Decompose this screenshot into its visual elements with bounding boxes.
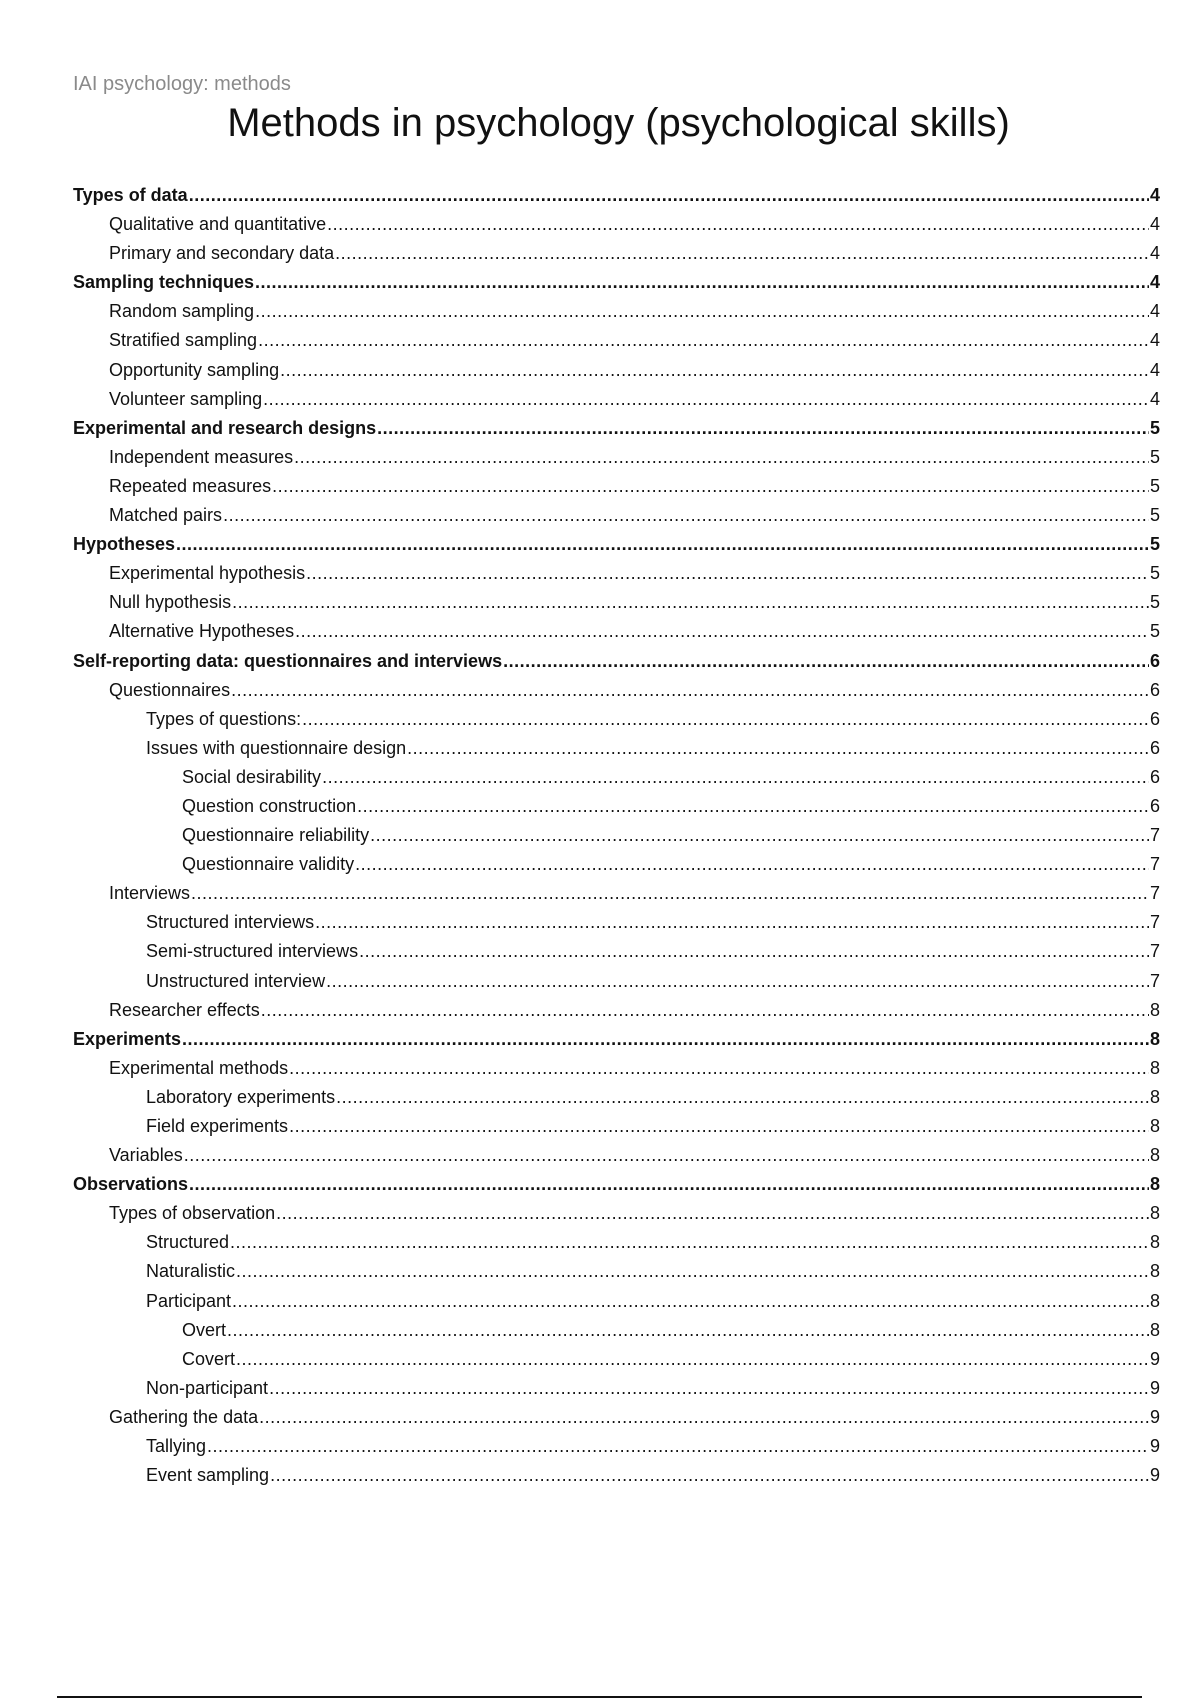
- toc-leader-dots: [270, 1461, 1149, 1490]
- toc-entry-label: Types of data: [73, 185, 188, 205]
- toc-leader-dots: [258, 326, 1149, 355]
- toc-entry-label: Null hypothesis: [109, 592, 232, 613]
- document-header-label: IAI psychology: methods: [73, 73, 291, 95]
- toc-entry[interactable]: [73, 647, 1160, 676]
- toc-entry-label: Primary and secondary data: [109, 243, 335, 264]
- toc-entry-page-number: 9: [1149, 1436, 1160, 1457]
- toc-leader-dots: [370, 821, 1149, 850]
- toc-entry-page-number: 7: [1149, 825, 1160, 846]
- toc-entry-label: Types of observation: [109, 1203, 276, 1224]
- toc-leader-dots: [326, 967, 1149, 996]
- toc-entry-page-number: 8: [1149, 1232, 1160, 1253]
- toc-leader-dots: [377, 414, 1149, 443]
- toc-leader-dots: [255, 297, 1149, 326]
- toc-leader-dots: [357, 792, 1149, 821]
- toc-leader-dots: [289, 1112, 1149, 1141]
- toc-entry-page-number: 5: [1149, 621, 1160, 642]
- toc-entry-page-number: 5: [1149, 475, 1160, 496]
- toc-entry[interactable]: [73, 705, 1160, 734]
- toc-entry-page-number: 4: [1149, 272, 1160, 293]
- toc-entry-label: Hypotheses: [73, 534, 176, 555]
- toc-leader-dots: [176, 530, 1149, 559]
- toc-leader-dots: [227, 1316, 1149, 1345]
- toc-entry-page-number: 9: [1149, 1406, 1160, 1427]
- toc-entry-label: Structured interviews: [146, 912, 315, 933]
- toc-entry[interactable]: [73, 1054, 1160, 1083]
- toc-leader-dots: [189, 1170, 1149, 1199]
- toc-entry-label: Questionnaire validity: [182, 854, 355, 875]
- toc-entry[interactable]: [73, 588, 1160, 617]
- toc-entry-page-number: 5: [1149, 563, 1160, 584]
- toc-entry-page-number: 5: [1149, 534, 1160, 555]
- toc-leader-dots: [272, 472, 1149, 501]
- toc-entry-label: Types of questions:: [146, 708, 302, 729]
- toc-entry-label: Stratified sampling: [109, 330, 258, 351]
- toc-entry[interactable]: [73, 1083, 1160, 1112]
- toc-entry-label: Questionnaire reliability: [182, 825, 370, 846]
- toc-entry-page-number: 9: [1149, 1377, 1160, 1398]
- toc-entry-label: Event sampling: [146, 1465, 270, 1486]
- toc-entry-page-number: 8: [1149, 1028, 1160, 1049]
- toc-entry-label: Laboratory experiments: [146, 1086, 336, 1107]
- toc-entry-label: Experiments: [73, 1028, 182, 1049]
- toc-entry-label: Question construction: [182, 795, 357, 816]
- toc-leader-dots: [231, 676, 1149, 705]
- toc-entry-page-number: 6: [1149, 766, 1160, 787]
- toc-entry-page-number: 4: [1149, 243, 1160, 264]
- toc-entry-page-number: 8: [1149, 1290, 1160, 1311]
- toc-entry-page-number: 5: [1149, 417, 1160, 438]
- toc-entry[interactable]: [73, 1257, 1160, 1286]
- toc-entry-label: Naturalistic: [146, 1261, 236, 1282]
- toc-entry-page-number: 6: [1149, 679, 1160, 700]
- toc-entry[interactable]: [73, 210, 1160, 239]
- toc-entry[interactable]: [73, 1112, 1160, 1141]
- toc-entry-page-number: 9: [1149, 1465, 1160, 1486]
- toc-entry[interactable]: [73, 414, 1160, 443]
- toc-entry[interactable]: [73, 1141, 1160, 1170]
- toc-entry-label: Issues with questionnaire design: [146, 737, 407, 758]
- toc-entry-label: Questionnaires: [109, 679, 231, 700]
- toc-entry[interactable]: [73, 297, 1160, 326]
- toc-entry[interactable]: [73, 1374, 1160, 1403]
- toc-entry[interactable]: [73, 501, 1160, 530]
- toc-entry[interactable]: [73, 734, 1160, 763]
- toc-entry-label: Gathering the data: [109, 1406, 259, 1427]
- toc-entry-page-number: 7: [1149, 883, 1160, 904]
- toc-entry[interactable]: [73, 385, 1160, 414]
- toc-entry-label: Tallying: [146, 1436, 207, 1457]
- toc-entry[interactable]: [73, 443, 1160, 472]
- toc-leader-dots: [184, 1141, 1149, 1170]
- toc-entry-page-number: 9: [1149, 1348, 1160, 1369]
- toc-leader-dots: [289, 1054, 1149, 1083]
- toc-entry[interactable]: [73, 181, 1160, 210]
- toc-leader-dots: [336, 1083, 1149, 1112]
- toc-entry-page-number: 8: [1149, 1261, 1160, 1282]
- toc-leader-dots: [269, 1374, 1149, 1403]
- toc-entry-label: Semi-structured interviews: [146, 941, 359, 962]
- toc-entry-page-number: 4: [1149, 388, 1160, 409]
- toc-entry[interactable]: [73, 879, 1160, 908]
- toc-entry[interactable]: [73, 1316, 1160, 1345]
- toc-leader-dots: [335, 239, 1149, 268]
- toc-leader-dots: [322, 763, 1149, 792]
- toc-entry-page-number: 5: [1149, 505, 1160, 526]
- toc-leader-dots: [280, 356, 1149, 385]
- toc-leader-dots: [263, 385, 1149, 414]
- toc-entry[interactable]: [73, 908, 1160, 937]
- toc-entry-page-number: 8: [1149, 1203, 1160, 1224]
- toc-entry-label: Unstructured interview: [146, 970, 326, 991]
- toc-entry[interactable]: [73, 530, 1160, 559]
- toc-entry[interactable]: [73, 1228, 1160, 1257]
- toc-entry-label: Sampling techniques: [73, 272, 255, 293]
- toc-entry[interactable]: [73, 472, 1160, 501]
- toc-entry-page-number: 4: [1149, 214, 1160, 235]
- toc-entry[interactable]: [73, 559, 1160, 588]
- toc-leader-dots: [259, 1403, 1149, 1432]
- toc-entry-label: Non-participant: [146, 1377, 269, 1398]
- toc-leader-dots: [359, 937, 1149, 966]
- document-title: Methods in psychology (psychological skills): [227, 101, 1010, 145]
- toc-entry-page-number: 8: [1149, 1319, 1160, 1340]
- toc-entry-page-number: 7: [1149, 912, 1160, 933]
- toc-entry-label: Field experiments: [146, 1116, 289, 1136]
- toc-entry-page-number: 8: [1149, 1086, 1160, 1107]
- footer-divider: [57, 1696, 1142, 1698]
- toc-entry-label: Covert: [182, 1348, 236, 1369]
- toc-entry[interactable]: [73, 1403, 1160, 1432]
- toc-leader-dots: [327, 210, 1149, 239]
- toc-entry-page-number: 7: [1149, 941, 1160, 962]
- toc-entry-page-number: 6: [1149, 795, 1160, 816]
- toc-entry[interactable]: [73, 617, 1160, 646]
- toc-entry-label: Matched pairs: [109, 505, 223, 526]
- toc-entry[interactable]: [73, 850, 1160, 879]
- toc-entry-page-number: 8: [1149, 999, 1160, 1020]
- toc-entry-label: Repeated measures: [109, 475, 272, 496]
- toc-leader-dots: [191, 879, 1149, 908]
- toc-entry[interactable]: [73, 1170, 1160, 1199]
- toc-entry[interactable]: [73, 763, 1160, 792]
- toc-leader-dots: [207, 1432, 1149, 1461]
- toc-entry-label: Independent measures: [109, 446, 294, 467]
- toc-entry[interactable]: [73, 996, 1160, 1025]
- toc-entry-page-number: 4: [1149, 330, 1160, 351]
- toc-entry[interactable]: [73, 1461, 1160, 1490]
- toc-leader-dots: [230, 1228, 1149, 1257]
- toc-entry-label: Random sampling: [109, 301, 255, 322]
- toc-entry-page-number: 4: [1149, 185, 1160, 205]
- toc-leader-dots: [295, 617, 1149, 646]
- toc-entry-label: Social desirability: [182, 766, 322, 787]
- toc-entry[interactable]: [73, 1432, 1160, 1461]
- toc-leader-dots: [315, 908, 1149, 937]
- toc-entry-label: Participant: [146, 1290, 232, 1311]
- toc-entry[interactable]: [73, 967, 1160, 996]
- toc-leader-dots: [407, 734, 1149, 763]
- toc-leader-dots: [223, 501, 1149, 530]
- toc-leader-dots: [261, 996, 1149, 1025]
- toc-entry-label: Experimental and research designs: [73, 417, 377, 438]
- toc-entry[interactable]: [73, 356, 1160, 385]
- toc-entry-label: Volunteer sampling: [109, 388, 263, 409]
- toc-leader-dots: [182, 1025, 1149, 1054]
- toc-entry[interactable]: [73, 821, 1160, 850]
- toc-leader-dots: [232, 588, 1149, 617]
- toc-entry-label: Experimental methods: [109, 1057, 289, 1078]
- toc-entry[interactable]: [73, 268, 1160, 297]
- toc-leader-dots: [302, 705, 1149, 734]
- toc-entry[interactable]: [73, 326, 1160, 355]
- toc-entry-label: Experimental hypothesis: [109, 563, 306, 584]
- toc-entry-label: Structured: [146, 1232, 230, 1253]
- toc-entry-page-number: 7: [1149, 854, 1160, 875]
- toc-entry-page-number: 5: [1149, 446, 1160, 467]
- toc-entry-page-number: 8: [1149, 1057, 1160, 1078]
- toc-entry-label: Qualitative and quantitative: [109, 214, 327, 235]
- toc-entry[interactable]: [73, 792, 1160, 821]
- toc-entry[interactable]: [73, 1345, 1160, 1374]
- toc-entry-page-number: 4: [1149, 359, 1160, 380]
- toc-entry-label: Overt: [182, 1319, 227, 1340]
- toc-entry-page-number: 5: [1149, 592, 1160, 613]
- toc-leader-dots: [189, 181, 1149, 210]
- toc-entry[interactable]: [73, 676, 1160, 705]
- toc-entry-label: Opportunity sampling: [109, 359, 280, 380]
- toc-leader-dots: [294, 443, 1149, 472]
- toc-entry-label: Researcher effects: [109, 999, 260, 1020]
- toc-entry-page-number: 8: [1149, 1116, 1160, 1136]
- toc-leader-dots: [232, 1287, 1149, 1316]
- table-of-contents: [73, 181, 1160, 1490]
- toc-leader-dots: [306, 559, 1149, 588]
- toc-leader-dots: [236, 1345, 1149, 1374]
- toc-leader-dots: [276, 1199, 1149, 1228]
- toc-leader-dots: [503, 647, 1149, 676]
- toc-entry-page-number: 6: [1149, 650, 1160, 671]
- toc-entry-label: Observations: [73, 1174, 189, 1195]
- toc-entry-label: Interviews: [109, 883, 191, 904]
- toc-leader-dots: [355, 850, 1149, 879]
- toc-leader-dots: [255, 268, 1149, 297]
- toc-entry-page-number: 6: [1149, 708, 1160, 729]
- toc-entry-page-number: 6: [1149, 737, 1160, 758]
- toc-entry-label: Self-reporting data: questionnaires and interviews: [73, 650, 503, 671]
- toc-entry[interactable]: [73, 1287, 1160, 1316]
- toc-entry-page-number: 8: [1149, 1174, 1160, 1195]
- toc-entry[interactable]: [73, 1199, 1160, 1228]
- toc-entry[interactable]: [73, 1025, 1160, 1054]
- toc-entry-page-number: 4: [1149, 301, 1160, 322]
- toc-entry-label: Variables: [109, 1145, 183, 1166]
- toc-entry[interactable]: [73, 937, 1160, 966]
- toc-entry-page-number: 7: [1149, 970, 1160, 991]
- toc-entry-page-number: 8: [1149, 1145, 1160, 1166]
- toc-leader-dots: [236, 1257, 1149, 1286]
- toc-entry-label: Alternative Hypotheses: [109, 621, 295, 642]
- toc-entry[interactable]: [73, 239, 1160, 268]
